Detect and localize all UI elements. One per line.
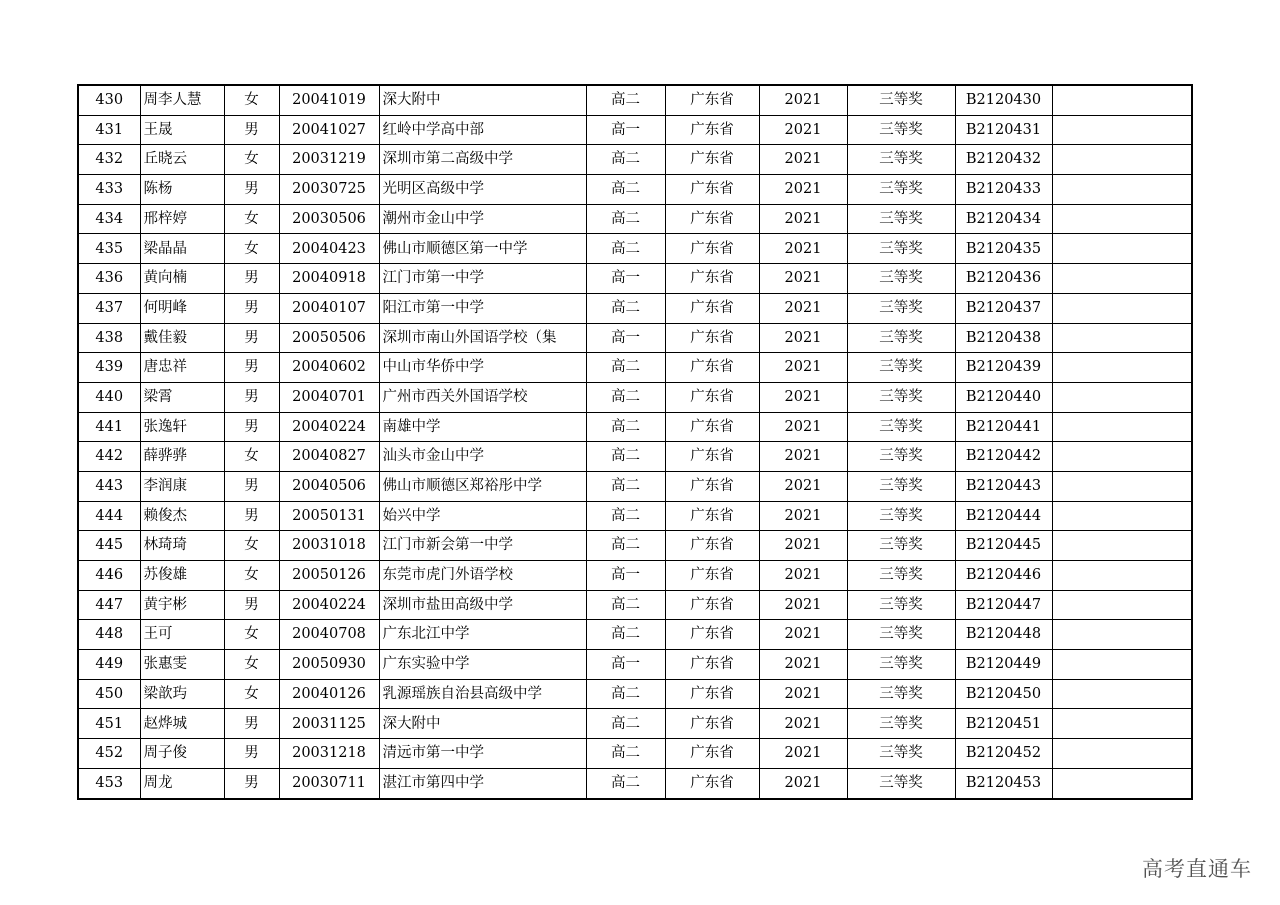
remark-cell [1052, 204, 1192, 234]
school-cell: 清远市第一中学 [379, 739, 586, 769]
remark-cell [1052, 620, 1192, 650]
province-cell: 广东省 [665, 650, 759, 680]
remark-cell [1052, 531, 1192, 561]
certificate-number-cell: B2120431 [955, 115, 1052, 145]
certificate-number-cell: B2120453 [955, 768, 1052, 798]
remark-cell [1052, 501, 1192, 531]
province-cell: 广东省 [665, 531, 759, 561]
year-cell: 2021 [759, 561, 847, 591]
table-row [78, 768, 1192, 798]
grade-cell: 高一 [586, 264, 665, 294]
name-cell: 唐忠祥 [140, 353, 224, 383]
award-cell: 三等奖 [847, 323, 955, 353]
province-cell: 广东省 [665, 264, 759, 294]
award-cell: 三等奖 [847, 85, 955, 115]
province-cell: 广东省 [665, 382, 759, 412]
remark-cell [1052, 353, 1192, 383]
award-cell: 三等奖 [847, 620, 955, 650]
province-cell: 广东省 [665, 739, 759, 769]
serial-number-cell: 452 [78, 739, 140, 769]
table-row [78, 323, 1192, 353]
birthdate-cell: 20040423 [279, 234, 379, 264]
year-cell: 2021 [759, 293, 847, 323]
grade-cell: 高二 [586, 353, 665, 383]
remark-cell [1052, 382, 1192, 412]
table-row [78, 234, 1192, 264]
school-cell: 红岭中学高中部 [379, 115, 586, 145]
province-cell: 广东省 [665, 412, 759, 442]
certificate-number-cell: B2120434 [955, 204, 1052, 234]
year-cell: 2021 [759, 412, 847, 442]
table-row [78, 561, 1192, 591]
name-cell: 丘晓云 [140, 145, 224, 175]
certificate-number-cell: B2120450 [955, 679, 1052, 709]
birthdate-cell: 20040602 [279, 353, 379, 383]
grade-cell: 高二 [586, 382, 665, 412]
remark-cell [1052, 264, 1192, 294]
certificate-number-cell: B2120437 [955, 293, 1052, 323]
school-cell: 始兴中学 [379, 501, 586, 531]
serial-number-cell: 444 [78, 501, 140, 531]
serial-number-cell: 449 [78, 650, 140, 680]
gender-cell: 男 [224, 739, 279, 769]
remark-cell [1052, 561, 1192, 591]
year-cell: 2021 [759, 501, 847, 531]
school-cell: 深圳市盐田高级中学 [379, 590, 586, 620]
gender-cell: 女 [224, 442, 279, 472]
birthdate-cell: 20031219 [279, 145, 379, 175]
table-row [78, 471, 1192, 501]
award-cell: 三等奖 [847, 590, 955, 620]
grade-cell: 高二 [586, 145, 665, 175]
gender-cell: 女 [224, 620, 279, 650]
grade-cell: 高二 [586, 620, 665, 650]
gender-cell: 女 [224, 145, 279, 175]
name-cell: 梁霄 [140, 382, 224, 412]
remark-cell [1052, 115, 1192, 145]
birthdate-cell: 20040224 [279, 412, 379, 442]
award-cell: 三等奖 [847, 768, 955, 798]
award-cell: 三等奖 [847, 204, 955, 234]
remark-cell [1052, 442, 1192, 472]
table-row [78, 293, 1192, 323]
birthdate-cell: 20040126 [279, 679, 379, 709]
province-cell: 广东省 [665, 679, 759, 709]
remark-cell [1052, 412, 1192, 442]
remark-cell [1052, 293, 1192, 323]
award-cell: 三等奖 [847, 650, 955, 680]
year-cell: 2021 [759, 679, 847, 709]
serial-number-cell: 441 [78, 412, 140, 442]
school-cell: 广东北江中学 [379, 620, 586, 650]
gender-cell: 男 [224, 471, 279, 501]
serial-number-cell: 450 [78, 679, 140, 709]
school-cell: 深大附中 [379, 709, 586, 739]
certificate-number-cell: B2120443 [955, 471, 1052, 501]
table-row [78, 145, 1192, 175]
school-cell: 深大附中 [379, 85, 586, 115]
birthdate-cell: 20050930 [279, 650, 379, 680]
year-cell: 2021 [759, 264, 847, 294]
school-cell: 汕头市金山中学 [379, 442, 586, 472]
table-row [78, 115, 1192, 145]
birthdate-cell: 20041019 [279, 85, 379, 115]
award-cell: 三等奖 [847, 531, 955, 561]
certificate-number-cell: B2120449 [955, 650, 1052, 680]
award-cell: 三等奖 [847, 115, 955, 145]
name-cell: 王晟 [140, 115, 224, 145]
gender-cell: 女 [224, 85, 279, 115]
school-cell: 乳源瑶族自治县高级中学 [379, 679, 586, 709]
year-cell: 2021 [759, 709, 847, 739]
name-cell: 李润康 [140, 471, 224, 501]
table-row [78, 531, 1192, 561]
table-row [78, 264, 1192, 294]
province-cell: 广东省 [665, 145, 759, 175]
table-row [78, 501, 1192, 531]
grade-cell: 高二 [586, 501, 665, 531]
year-cell: 2021 [759, 471, 847, 501]
gender-cell: 男 [224, 382, 279, 412]
award-cell: 三等奖 [847, 264, 955, 294]
serial-number-cell: 447 [78, 590, 140, 620]
grade-cell: 高二 [586, 709, 665, 739]
remark-cell [1052, 650, 1192, 680]
gender-cell: 男 [224, 293, 279, 323]
table-row [78, 709, 1192, 739]
certificate-number-cell: B2120430 [955, 85, 1052, 115]
year-cell: 2021 [759, 739, 847, 769]
province-cell: 广东省 [665, 471, 759, 501]
gender-cell: 女 [224, 679, 279, 709]
name-cell: 周子俊 [140, 739, 224, 769]
certificate-number-cell: B2120441 [955, 412, 1052, 442]
serial-number-cell: 430 [78, 85, 140, 115]
serial-number-cell: 453 [78, 768, 140, 798]
school-cell: 东莞市虎门外语学校 [379, 561, 586, 591]
serial-number-cell: 437 [78, 293, 140, 323]
birthdate-cell: 20040107 [279, 293, 379, 323]
remark-cell [1052, 590, 1192, 620]
year-cell: 2021 [759, 85, 847, 115]
grade-cell: 高二 [586, 531, 665, 561]
remark-cell [1052, 145, 1192, 175]
award-cell: 三等奖 [847, 353, 955, 383]
gender-cell: 男 [224, 412, 279, 442]
school-cell: 湛江市第四中学 [379, 768, 586, 798]
grade-cell: 高二 [586, 85, 665, 115]
name-cell: 邢梓婷 [140, 204, 224, 234]
birthdate-cell: 20050131 [279, 501, 379, 531]
province-cell: 广东省 [665, 115, 759, 145]
remark-cell [1052, 323, 1192, 353]
grade-cell: 高二 [586, 768, 665, 798]
award-cell: 三等奖 [847, 442, 955, 472]
certificate-number-cell: B2120445 [955, 531, 1052, 561]
award-list-body [78, 85, 1192, 799]
grade-cell: 高一 [586, 323, 665, 353]
award-cell: 三等奖 [847, 145, 955, 175]
serial-number-cell: 436 [78, 264, 140, 294]
year-cell: 2021 [759, 590, 847, 620]
school-cell: 光明区高级中学 [379, 175, 586, 205]
remark-cell [1052, 709, 1192, 739]
table-row [78, 175, 1192, 205]
name-cell: 戴佳毅 [140, 323, 224, 353]
serial-number-cell: 435 [78, 234, 140, 264]
grade-cell: 高二 [586, 679, 665, 709]
table-row [78, 382, 1192, 412]
certificate-number-cell: B2120436 [955, 264, 1052, 294]
province-cell: 广东省 [665, 353, 759, 383]
year-cell: 2021 [759, 323, 847, 353]
name-cell: 梁晶晶 [140, 234, 224, 264]
province-cell: 广东省 [665, 85, 759, 115]
name-cell: 赖俊杰 [140, 501, 224, 531]
province-cell: 广东省 [665, 204, 759, 234]
province-cell: 广东省 [665, 442, 759, 472]
grade-cell: 高二 [586, 175, 665, 205]
name-cell: 黄宇彬 [140, 590, 224, 620]
birthdate-cell: 20030711 [279, 768, 379, 798]
grade-cell: 高二 [586, 204, 665, 234]
award-cell: 三等奖 [847, 382, 955, 412]
birthdate-cell: 20030506 [279, 204, 379, 234]
certificate-number-cell: B2120433 [955, 175, 1052, 205]
province-cell: 广东省 [665, 175, 759, 205]
birthdate-cell: 20040506 [279, 471, 379, 501]
gender-cell: 女 [224, 234, 279, 264]
gender-cell: 女 [224, 531, 279, 561]
gender-cell: 男 [224, 323, 279, 353]
remark-cell [1052, 739, 1192, 769]
grade-cell: 高二 [586, 739, 665, 769]
grade-cell: 高二 [586, 293, 665, 323]
name-cell: 陈杨 [140, 175, 224, 205]
award-cell: 三等奖 [847, 471, 955, 501]
school-cell: 江门市第一中学 [379, 264, 586, 294]
name-cell: 赵烨城 [140, 709, 224, 739]
year-cell: 2021 [759, 442, 847, 472]
year-cell: 2021 [759, 353, 847, 383]
certificate-number-cell: B2120446 [955, 561, 1052, 591]
award-cell: 三等奖 [847, 234, 955, 264]
gender-cell: 男 [224, 175, 279, 205]
grade-cell: 高一 [586, 115, 665, 145]
gender-cell: 男 [224, 590, 279, 620]
gender-cell: 男 [224, 709, 279, 739]
name-cell: 林琦琦 [140, 531, 224, 561]
province-cell: 广东省 [665, 709, 759, 739]
province-cell: 广东省 [665, 501, 759, 531]
remark-cell [1052, 679, 1192, 709]
table-row [78, 679, 1192, 709]
gender-cell: 男 [224, 264, 279, 294]
table-row [78, 412, 1192, 442]
grade-cell: 高二 [586, 471, 665, 501]
certificate-number-cell: B2120451 [955, 709, 1052, 739]
certificate-number-cell: B2120440 [955, 382, 1052, 412]
award-cell: 三等奖 [847, 679, 955, 709]
grade-cell: 高一 [586, 650, 665, 680]
table-row [78, 739, 1192, 769]
province-cell: 广东省 [665, 293, 759, 323]
serial-number-cell: 440 [78, 382, 140, 412]
province-cell: 广东省 [665, 234, 759, 264]
grade-cell: 高二 [586, 590, 665, 620]
province-cell: 广东省 [665, 620, 759, 650]
serial-number-cell: 443 [78, 471, 140, 501]
birthdate-cell: 20040224 [279, 590, 379, 620]
year-cell: 2021 [759, 175, 847, 205]
serial-number-cell: 445 [78, 531, 140, 561]
table-row [78, 204, 1192, 234]
certificate-number-cell: B2120442 [955, 442, 1052, 472]
certificate-number-cell: B2120438 [955, 323, 1052, 353]
name-cell: 梁歆玙 [140, 679, 224, 709]
table-row [78, 650, 1192, 680]
serial-number-cell: 446 [78, 561, 140, 591]
award-cell: 三等奖 [847, 739, 955, 769]
remark-cell [1052, 471, 1192, 501]
certificate-number-cell: B2120444 [955, 501, 1052, 531]
school-cell: 江门市新会第一中学 [379, 531, 586, 561]
gender-cell: 男 [224, 768, 279, 798]
watermark-text: 高考直通车 [1142, 857, 1252, 881]
award-cell: 三等奖 [847, 501, 955, 531]
province-cell: 广东省 [665, 323, 759, 353]
serial-number-cell: 433 [78, 175, 140, 205]
award-cell: 三等奖 [847, 561, 955, 591]
school-cell: 阳江市第一中学 [379, 293, 586, 323]
table-row [78, 353, 1192, 383]
gender-cell: 女 [224, 204, 279, 234]
birthdate-cell: 20041027 [279, 115, 379, 145]
name-cell: 王可 [140, 620, 224, 650]
remark-cell [1052, 85, 1192, 115]
year-cell: 2021 [759, 145, 847, 175]
school-cell: 潮州市金山中学 [379, 204, 586, 234]
name-cell: 张逸轩 [140, 412, 224, 442]
name-cell: 薛骅骅 [140, 442, 224, 472]
birthdate-cell: 20050506 [279, 323, 379, 353]
school-cell: 佛山市顺德区第一中学 [379, 234, 586, 264]
serial-number-cell: 431 [78, 115, 140, 145]
birthdate-cell: 20031218 [279, 739, 379, 769]
birthdate-cell: 20040708 [279, 620, 379, 650]
grade-cell: 高二 [586, 442, 665, 472]
name-cell: 何明峰 [140, 293, 224, 323]
year-cell: 2021 [759, 768, 847, 798]
name-cell: 周李人慧 [140, 85, 224, 115]
award-cell: 三等奖 [847, 412, 955, 442]
school-cell: 南雄中学 [379, 412, 586, 442]
year-cell: 2021 [759, 234, 847, 264]
table-row [78, 85, 1192, 115]
certificate-number-cell: B2120448 [955, 620, 1052, 650]
grade-cell: 高一 [586, 561, 665, 591]
serial-number-cell: 432 [78, 145, 140, 175]
serial-number-cell: 442 [78, 442, 140, 472]
birthdate-cell: 20031125 [279, 709, 379, 739]
grade-cell: 高二 [586, 412, 665, 442]
year-cell: 2021 [759, 650, 847, 680]
year-cell: 2021 [759, 382, 847, 412]
birthdate-cell: 20050126 [279, 561, 379, 591]
year-cell: 2021 [759, 115, 847, 145]
table-row [78, 590, 1192, 620]
school-cell: 佛山市顺德区郑裕彤中学 [379, 471, 586, 501]
serial-number-cell: 451 [78, 709, 140, 739]
birthdate-cell: 20031018 [279, 531, 379, 561]
award-cell: 三等奖 [847, 709, 955, 739]
gender-cell: 女 [224, 561, 279, 591]
award-cell: 三等奖 [847, 175, 955, 205]
gender-cell: 男 [224, 501, 279, 531]
serial-number-cell: 438 [78, 323, 140, 353]
serial-number-cell: 434 [78, 204, 140, 234]
school-cell: 中山市华侨中学 [379, 353, 586, 383]
gender-cell: 男 [224, 353, 279, 383]
province-cell: 广东省 [665, 590, 759, 620]
grade-cell: 高二 [586, 234, 665, 264]
certificate-number-cell: B2120452 [955, 739, 1052, 769]
birthdate-cell: 20040918 [279, 264, 379, 294]
remark-cell [1052, 768, 1192, 798]
gender-cell: 男 [224, 115, 279, 145]
remark-cell [1052, 175, 1192, 205]
serial-number-cell: 448 [78, 620, 140, 650]
year-cell: 2021 [759, 204, 847, 234]
award-list-table [77, 84, 1193, 800]
name-cell: 周龙 [140, 768, 224, 798]
school-cell: 广东实验中学 [379, 650, 586, 680]
birthdate-cell: 20040701 [279, 382, 379, 412]
remark-cell [1052, 234, 1192, 264]
serial-number-cell: 439 [78, 353, 140, 383]
table-row [78, 620, 1192, 650]
school-cell: 深圳市第二高级中学 [379, 145, 586, 175]
year-cell: 2021 [759, 531, 847, 561]
certificate-number-cell: B2120435 [955, 234, 1052, 264]
award-cell: 三等奖 [847, 293, 955, 323]
school-cell: 广州市西关外国语学校 [379, 382, 586, 412]
name-cell: 黄向楠 [140, 264, 224, 294]
province-cell: 广东省 [665, 768, 759, 798]
certificate-number-cell: B2120447 [955, 590, 1052, 620]
year-cell: 2021 [759, 620, 847, 650]
table-row [78, 442, 1192, 472]
school-cell: 深圳市南山外国语学校（集 [379, 323, 586, 353]
certificate-number-cell: B2120439 [955, 353, 1052, 383]
certificate-number-cell: B2120432 [955, 145, 1052, 175]
name-cell: 苏俊雄 [140, 561, 224, 591]
gender-cell: 女 [224, 650, 279, 680]
birthdate-cell: 20040827 [279, 442, 379, 472]
birthdate-cell: 20030725 [279, 175, 379, 205]
province-cell: 广东省 [665, 561, 759, 591]
name-cell: 张惠雯 [140, 650, 224, 680]
